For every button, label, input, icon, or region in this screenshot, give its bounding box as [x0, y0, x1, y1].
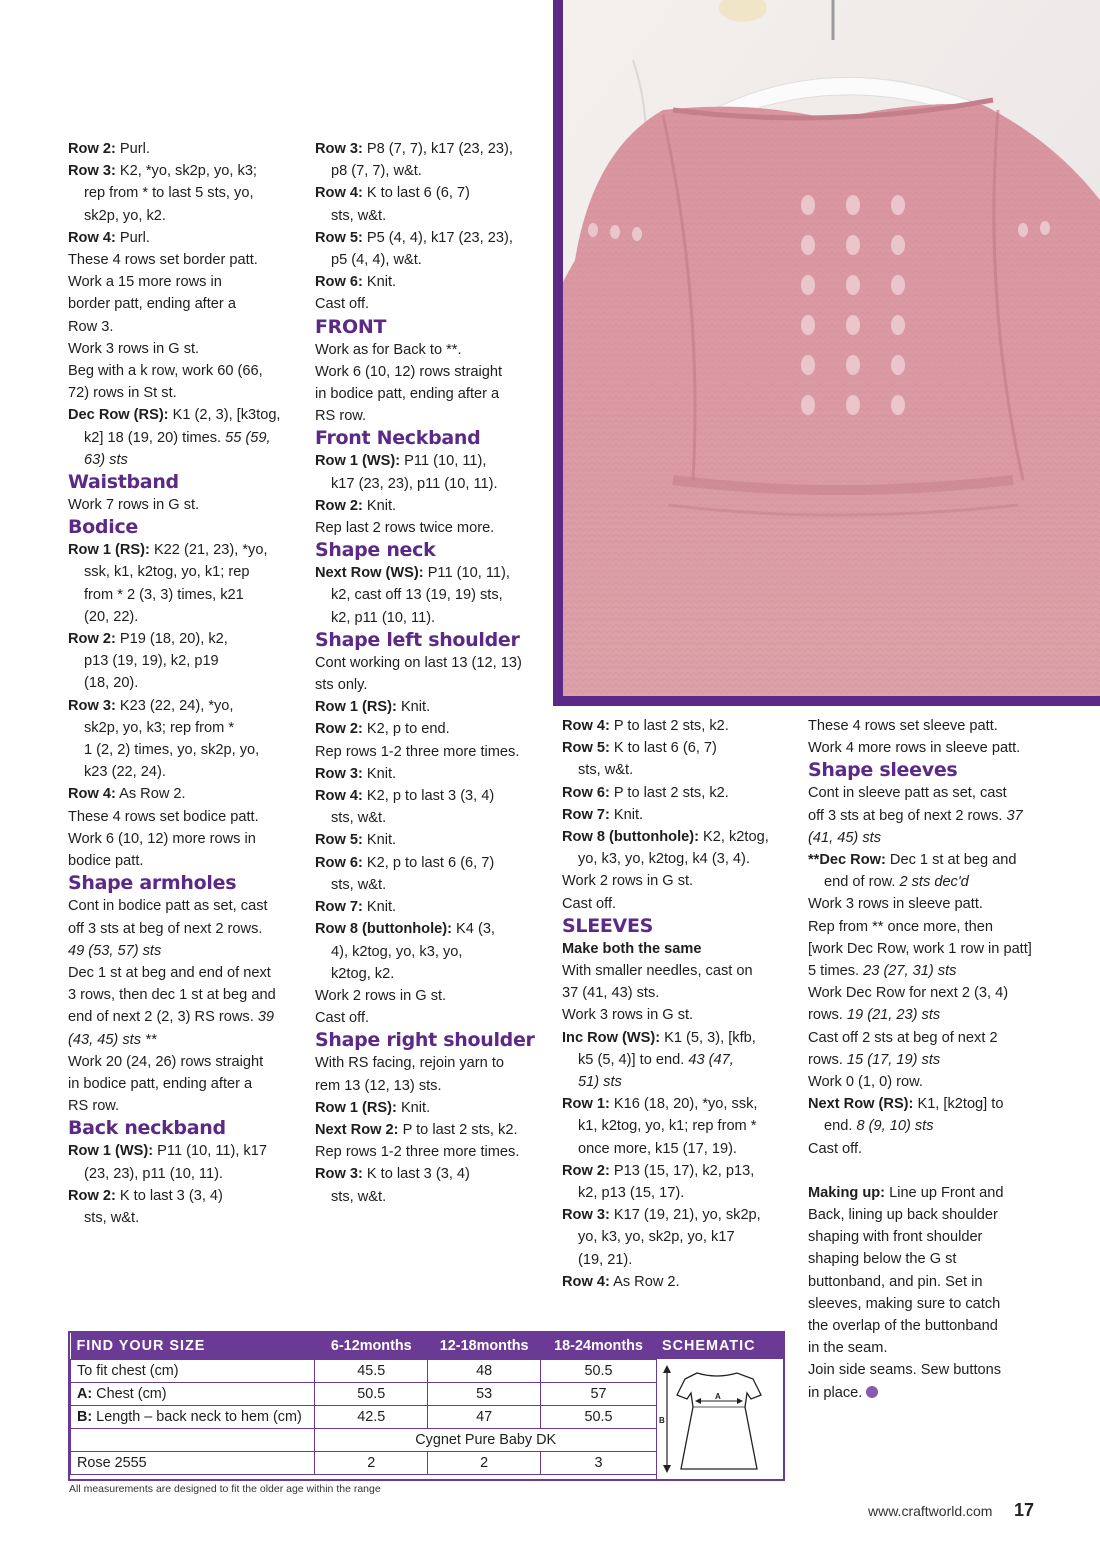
column-4: These 4 rows set sleeve patt. Work 4 more rows in sleeve patt. Shape sleeves Cont in sleeve patt as set, cast off 3 sts at beg of next 2 rows. 37 (41, 45) sts **Dec Row: Dec 1 st at beg and end of row. 2 sts dec'd Work 3 rows in sleeve patt. Rep from ** once more, then [work Dec Row, work 1 row in patt] 5 times. 23 (27, 31) sts Work Dec Row for next 2 (3, 4) rows. 19 (21, 23) sts Cast off 2 sts at beg of next 2 rows. 15 (17, 19) sts Work 0 (1, 0) row. Next Row (RS): K1, [k2tog] to end. 8 (9, 10) sts Cast off. Making up: Line up Front and Back, lining up back shoulder shaping with front shoulder shaping below the G st buttonband, and pin. Set in sleeves, making sure to catch the overlap of the buttonband in the seam. Join side seams. Sew buttons in place. [808, 715, 1048, 1404]
border-row-4: Row 4: Purl. [68, 229, 150, 246]
left-shoulder-heading: Shape left shoulder [315, 628, 520, 651]
table-row [71, 1429, 657, 1452]
bodice-heading: Bodice [68, 516, 138, 539]
waistband-heading: Waistband [68, 471, 179, 494]
footer-url[interactable]: www.craftworld.com [868, 1503, 993, 1519]
size-header-1: 6-12months [315, 1333, 428, 1360]
find-your-size-header: FIND YOUR SIZE [71, 1333, 315, 1360]
right-shoulder-heading: Shape right shoulder [315, 1029, 535, 1052]
schematic-diagram [656, 1359, 786, 1481]
shape-sleeves-heading: Shape sleeves [808, 759, 958, 782]
yarn-name: Cygnet Pure Baby DK [315, 1429, 657, 1452]
dress-photo [553, 0, 1100, 706]
schematic-label-a: A [715, 1392, 721, 1401]
table-row: A: Chest (cm) 50.5 53 57 [71, 1383, 657, 1406]
front-neckband-heading: Front Neckband [315, 427, 481, 450]
front-heading: FRONT [315, 315, 387, 338]
page-number: 17 [1014, 1500, 1035, 1520]
border-row-2: Row 2: Purl. [68, 141, 150, 157]
schematic-label-b: B [659, 1416, 665, 1425]
table-row: To fit chest (cm) 45.5 48 50.5 [71, 1360, 657, 1383]
table-row: B: Length – back neck to hem (cm) 42.5 47 50.5 [71, 1406, 657, 1429]
size-table [68, 1331, 785, 1481]
back-neckband-heading: Back neckband [68, 1117, 226, 1140]
column-3: Row 4: P to last 2 sts, k2. Row 5: K to last 6 (6, 7) sts, w&t. Row 6: P to last 2 sts, k2. Row 7: Knit. Row 8 (buttonhole): K2, k2tog, yo, k3, yo, k2tog, k4 (3, 4). Work 2 rows in G st. Cast off. SLEEVES Make both the same With smaller needles, cast on 37 (41, 43) sts. Work 3 rows in G st. Inc Row (WS): K1 (5, 3), [kfb, k5 (5, 4)] to end. 43 (47, 51) sts Row 1: K16 (18, 20), *yo, ssk, k1, k2tog, yo, k1; rep from * once more, k15 (17, 19). Row 2: P13 (15, 17), k2, p13, k2, p13 (15, 17). Row 3: K17 (19, 21), yo, sk2p, yo, k3, yo, sk2p, yo, k17 (19, 21). Row 4: As Row 2. [562, 715, 802, 1293]
dec-row: Dec Row (RS): K1 (2, 3), [k3tog, [68, 407, 281, 424]
armholes-heading: Shape armholes [68, 872, 237, 895]
column-2: Row 3: P8 (7, 7), k17 (23, 23), p8 (7, 7), w&t. Row 4: K to last 6 (6, 7) sts, w&t. Row 5: P5 (4, 4), k17 (23, 23), p5 (4, 4), w&t. Row 6: Knit. Cast off. FRONT Work as for Back to **. Work 6 (10, 12) rows straight in bodice patt, ending after a RS row. Front Neckband Row 1 (WS): P11 (10, 11), k17 (23, 23), p11 (10, 11). Row 2: Knit. Rep last 2 rows twice more. Shape neck Next Row (WS): P11 (10, 11), k2, cast off 13 (19, 19) sts, k2, p11 (10, 11). Shape left shoulder Cont working on last 13 (12, 13) sts only. Row 1 (RS): Knit. Row 2: K2, p to end. Rep rows 1-2 three more times. Row 3: Knit. Row 4: K2, p to last 3 (3, 4) sts, w&t. Row 5: Knit. Row 6: K2, p to last 6 (6, 7) sts, w&t. Row 7: Knit. Row 8 (buttonhole): K4 (3, 4), k2tog, yo, k3, yo, k2tog, k2. Work 2 rows in G st. Cast off. Shape right shoulder With RS facing, rejoin yarn to rem 13 (12, 13) sts. Row 1 (RS): Knit. Next Row 2: P to last 2 sts, k2. Rep rows 1-2 three more times. Row 3: K to last 3 (3, 4) sts, w&t. [315, 138, 550, 1208]
column-1: Row 2: Purl. Row 3: K2, *yo, sk2p, yo, k3; rep from * to last 5 sts, yo, sk2p, yo, k2. Row 4: Purl. These 4 rows set border patt. Work a 15 more rows in border patt, ending after a Row 3. Work 3 rows in G st. Beg with a k row, work 60 (66, 72) rows in St st. Dec Row (RS): K1 (2, 3), [k3tog, k2] 18 (19, 20) times. 55 (59, 63) sts Waistband Work 7 rows in G st. Bodice Row 1 (RS): K22 (21, 23), *yo, ssk, k1, k2tog, yo, k1; rep from * 2 (3, 3) times, k21 (20, 22). Row 2: P19 (18, 20), k2, p13 (19, 19), k2, p19 (18, 20). Row 3: K23 (22, 24), *yo, sk2p, yo, k3; rep from * 1 (2, 2) times, yo, sk2p, yo, k23 (22, 24). Row 4: As Row 2. These 4 rows set bodice patt. Work 6 (10, 12) more rows in bodice patt. Shape armholes Cont in bodice patt as set, cast off 3 sts at beg of next 2 rows. 49 (53, 57) sts Dec 1 st at beg and end of next 3 rows, then dec 1 st at beg and end of next 2 (2, 3) RS rows. 39 (43, 45) sts ** Work 20 (24, 26) rows straight in bodice patt, ending after a RS row. Back neckband Row 1 (WS): P11 (10, 11), k17 (23, 23), p11 (10, 11). Row 2: K to last 3 (3, 4) sts, w&t. [68, 138, 308, 1229]
footnote: All measurements are designed to fit the older age within the range [69, 1483, 381, 1495]
schematic-header: SCHEMATIC [656, 1333, 785, 1359]
yarn-ball-icon [866, 1386, 878, 1398]
table-row: Rose 2555 2 2 3 [71, 1452, 657, 1475]
size-header-3: 18-24months [541, 1333, 657, 1360]
size-header-2: 12-18months [428, 1333, 541, 1360]
shape-neck-heading: Shape neck [315, 539, 436, 562]
sleeves-heading: SLEEVES [562, 914, 654, 937]
border-row-3: Row 3: K2, *yo, sk2p, yo, k3; [68, 163, 257, 180]
